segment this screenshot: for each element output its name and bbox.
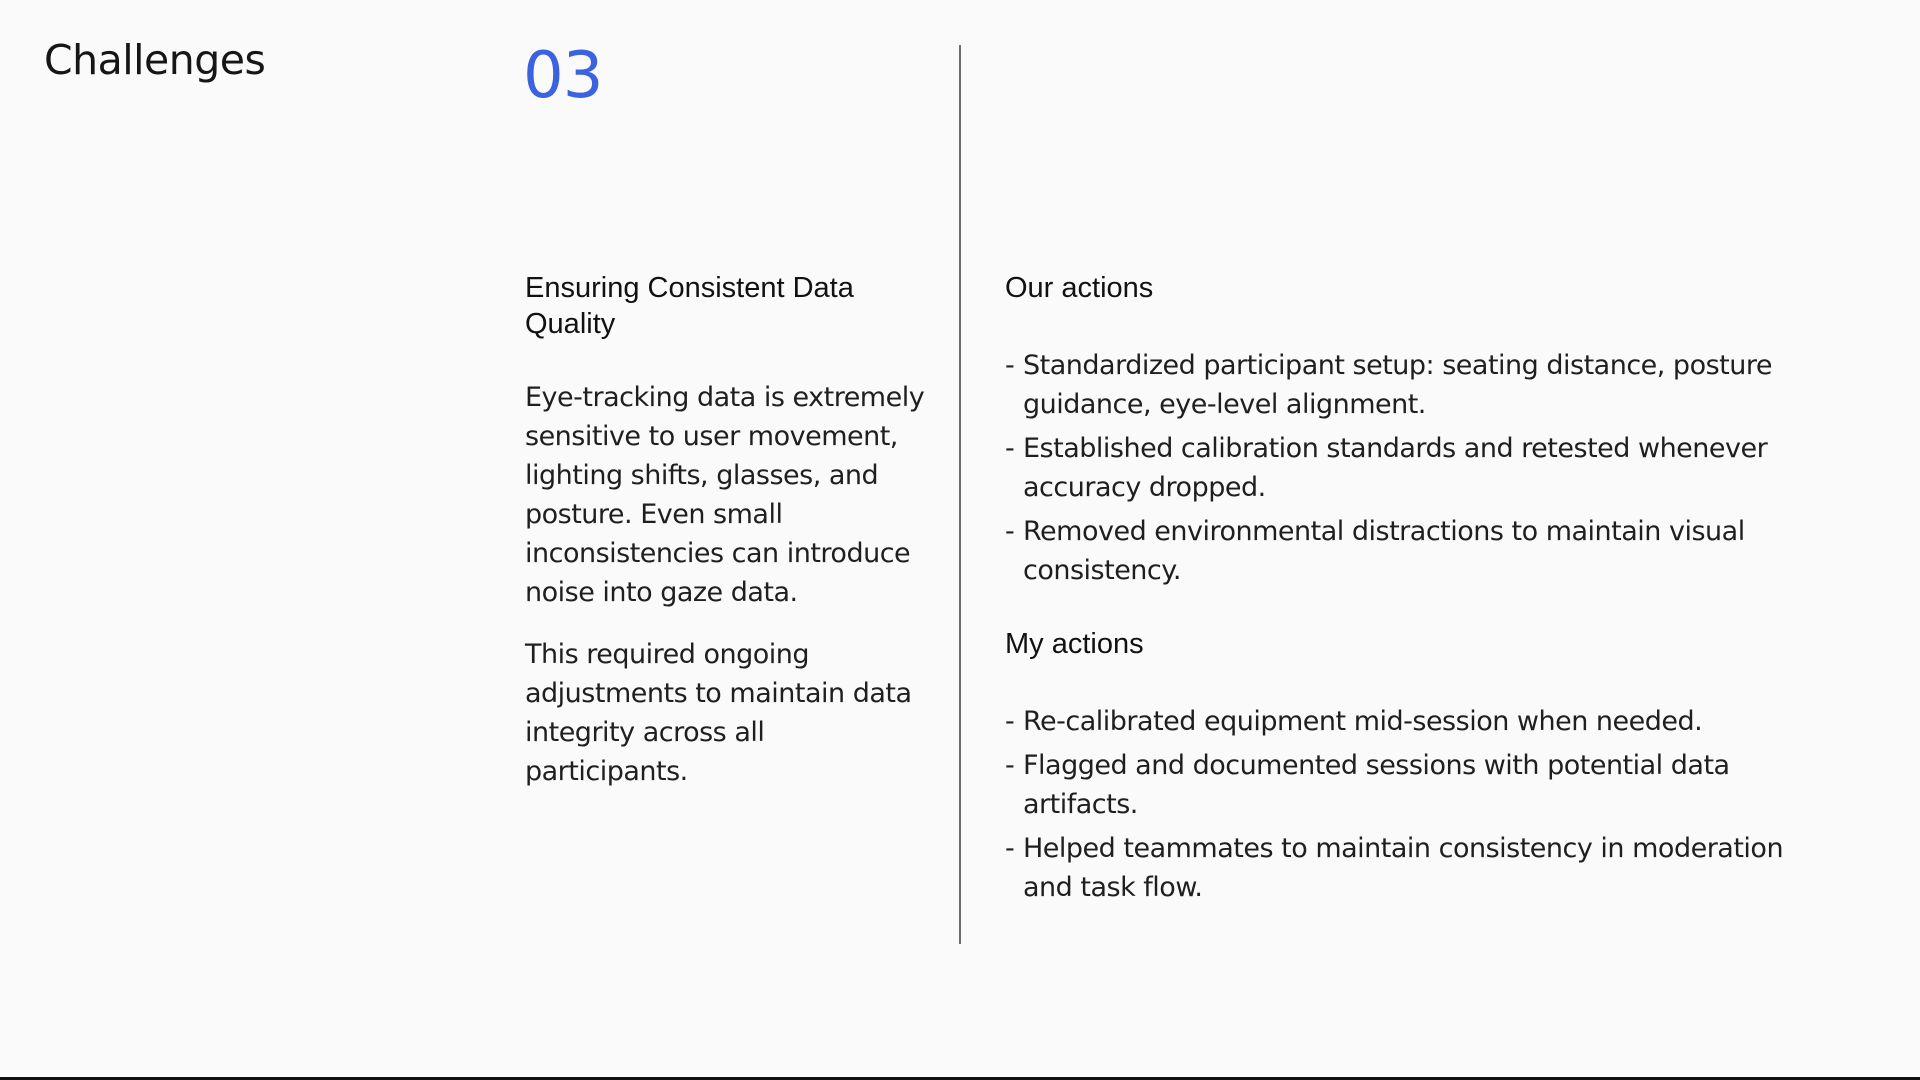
list-item bbox=[1005, 746, 1825, 824]
my-actions-group bbox=[1005, 626, 1825, 907]
list-marker: - bbox=[1005, 350, 1015, 381]
section-number: 03 bbox=[523, 39, 603, 113]
actions-column bbox=[1005, 270, 1825, 912]
list-item bbox=[1005, 702, 1825, 741]
challenge-column bbox=[525, 270, 925, 791]
our-actions-group bbox=[1005, 270, 1825, 590]
challenge-paragraph: Eye-tracking data is extremely sensitive to user movement, lighting shifts, glasses, and posture. Even small inconsistencies can introduce noise into gaze data. bbox=[525, 382, 925, 608]
our-actions-list bbox=[1005, 346, 1825, 590]
list-item-text: Helped teammates to maintain consistency in moderation and task flow. bbox=[1023, 833, 1784, 903]
column-divider bbox=[959, 45, 961, 944]
my-actions-list bbox=[1005, 702, 1825, 907]
list-item-text: Established calibration standards and retested whenever accuracy dropped. bbox=[1023, 433, 1768, 503]
list-item-text: Flagged and documented sessions with potential data artifacts. bbox=[1023, 750, 1730, 820]
challenge-paragraph: This required ongoing adjustments to maintain data integrity across all participants. bbox=[525, 639, 912, 787]
list-item bbox=[1005, 346, 1825, 424]
our-actions-title: Our actions bbox=[1005, 272, 1154, 304]
list-item-text: Removed environmental distractions to maintain visual consistency. bbox=[1023, 516, 1745, 586]
challenge-title: Ensuring Consistent Data Quality bbox=[525, 272, 854, 340]
my-actions-title: My actions bbox=[1005, 628, 1144, 660]
list-item bbox=[1005, 429, 1825, 507]
list-marker: - bbox=[1005, 433, 1015, 464]
section-label: Challenges bbox=[44, 36, 266, 84]
list-marker: - bbox=[1005, 833, 1015, 864]
list-item bbox=[1005, 512, 1825, 590]
list-marker: - bbox=[1005, 750, 1015, 781]
list-item bbox=[1005, 829, 1825, 907]
list-item-text: Re-calibrated equipment mid-session when needed. bbox=[1023, 706, 1703, 737]
list-item-text: Standardized participant setup: seating distance, posture guidance, eye-level alignment. bbox=[1023, 350, 1772, 420]
list-marker: - bbox=[1005, 706, 1015, 737]
list-marker: - bbox=[1005, 516, 1015, 547]
